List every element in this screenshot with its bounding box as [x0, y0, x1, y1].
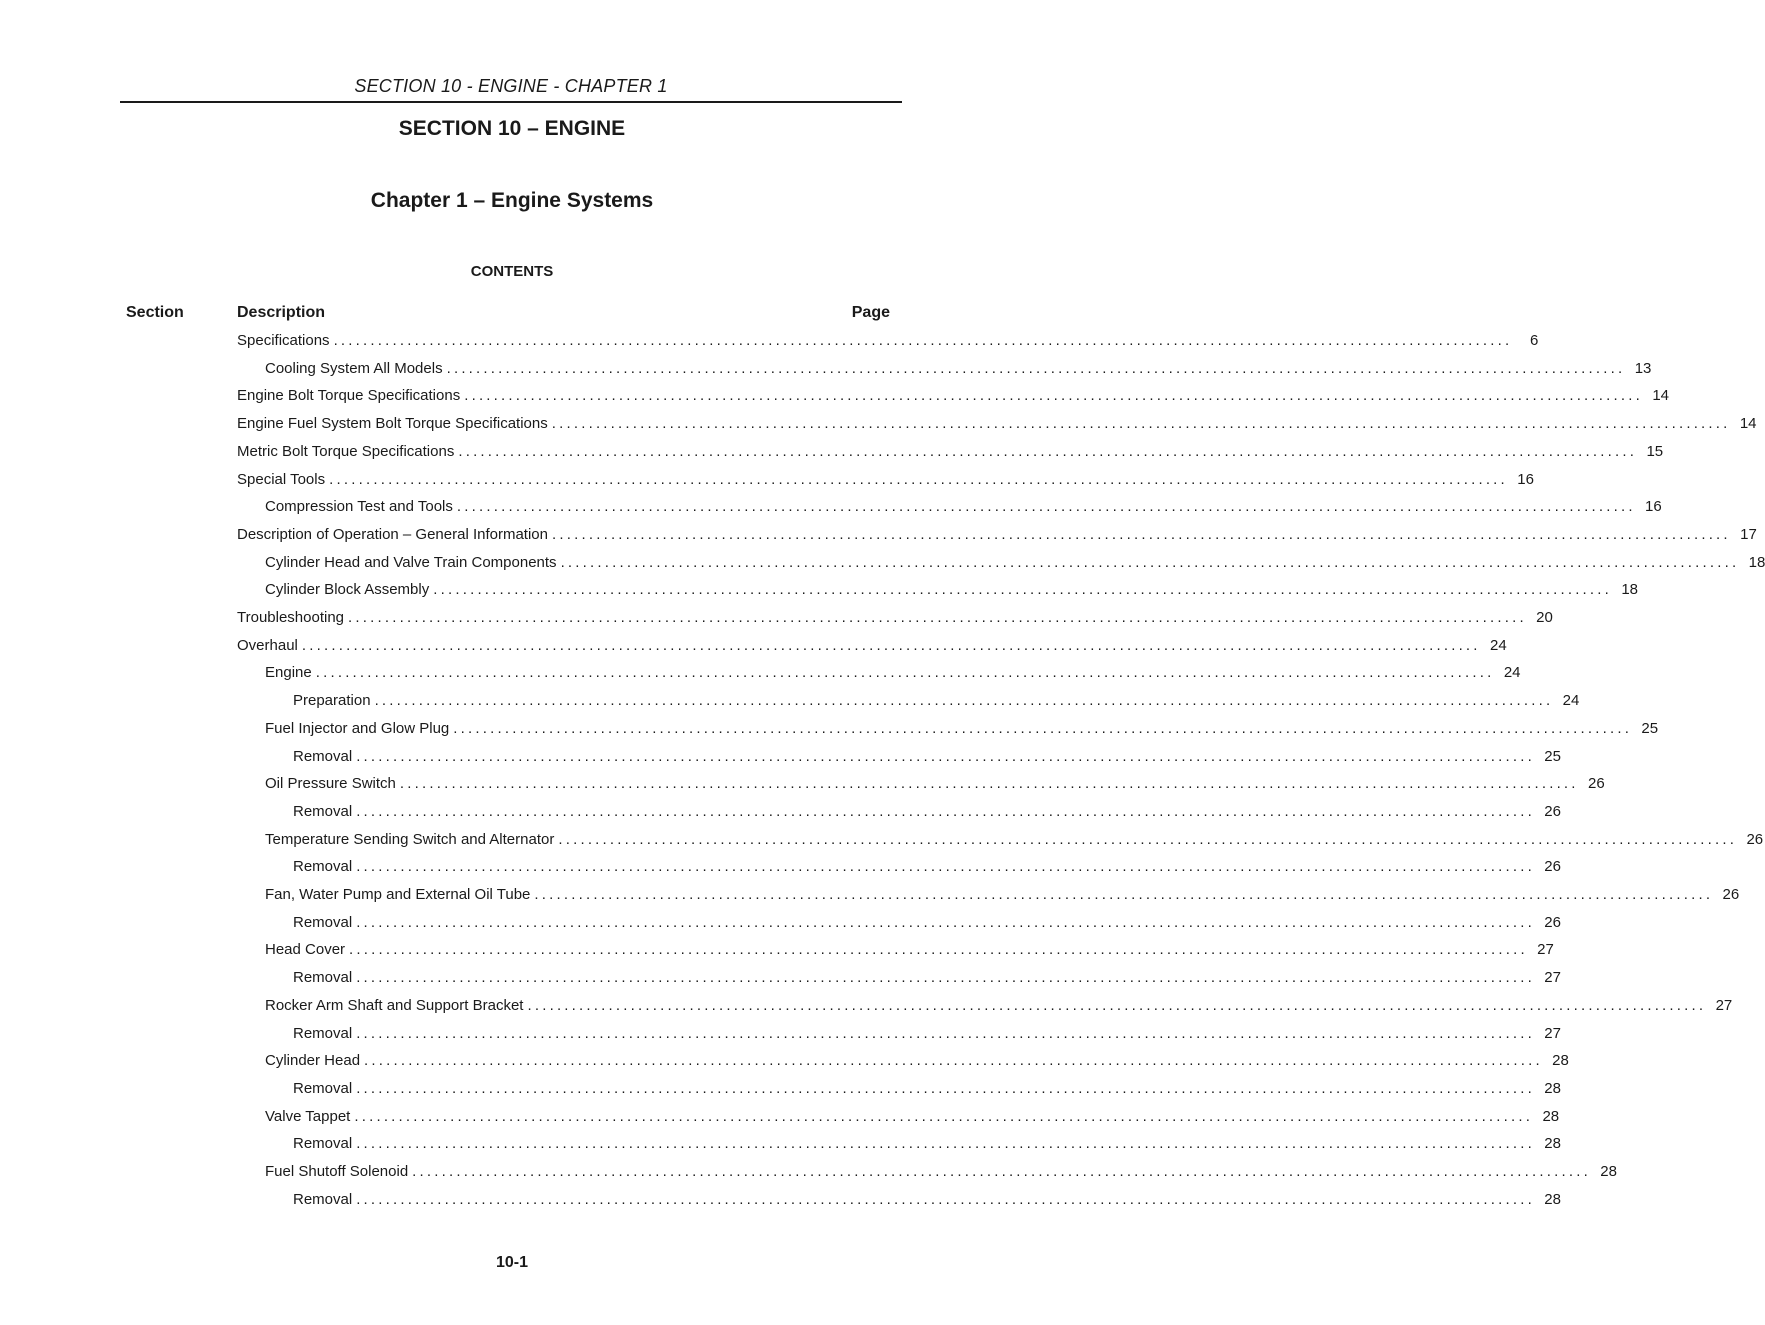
toc-entry-title: Removal: [293, 802, 353, 820]
chapter-title: Chapter 1 – Engine Systems: [370, 189, 654, 212]
toc-entry-title: Compression Test and Tools: [265, 498, 453, 516]
running-header: SECTION 10 - ENGINE - CHAPTER 1: [354, 76, 668, 96]
toc-entry: [265, 885, 1740, 905]
toc-leader-dots: ................................................................................................................................................................: [458, 442, 1638, 460]
toc-leader-dots: ................................................................................................................................................................: [453, 719, 1633, 737]
toc-entry-title: Overhaul: [237, 636, 298, 654]
toc-entry: [265, 663, 1521, 683]
toc-leader-dots: ................................................................................................................................................................: [356, 913, 1535, 931]
toc-entry-title: Metric Bolt Torque Specifications: [237, 442, 455, 460]
toc-entry: [293, 691, 1580, 711]
toc-entry-page: 24: [1503, 664, 1521, 682]
toc-entry: [237, 331, 1539, 351]
toc-entry-title: Special Tools: [237, 470, 326, 488]
toc-leader-dots: ................................................................................................................................................................: [534, 886, 1714, 903]
toc-entry: [293, 1134, 1561, 1154]
toc-entry-page: 16: [1645, 498, 1662, 516]
toc-leader-dots: ................................................................................................................................................................: [301, 636, 1481, 654]
toc-entry-title: Cooling System All Models: [265, 359, 443, 377]
toc-entry-title: Cylinder Head: [265, 1052, 361, 1070]
toc-entry: [237, 525, 1757, 545]
toc-leader-dots: ................................................................................................................................................................: [315, 664, 1495, 682]
toc-leader-dots: ................................................................................................................................................................: [356, 969, 1535, 987]
toc-leader-dots: ................................................................................................................................................................: [356, 1079, 1535, 1097]
column-header-page: Page: [851, 304, 890, 321]
toc-entry-title: Head Cover: [265, 941, 346, 959]
toc-entry: [293, 1079, 1561, 1099]
toc-entry: [293, 1024, 1561, 1044]
toc-entry-page: 28: [1542, 1107, 1560, 1125]
contents-title: CONTENTS: [470, 263, 554, 280]
header-rule: [120, 101, 902, 103]
toc-entry-title: Fuel Shutoff Solenoid: [265, 1163, 409, 1180]
toc-entry: [265, 830, 1764, 850]
toc-entry-page: 25: [1641, 719, 1659, 737]
toc-entry-title: Cylinder Block Assembly: [265, 581, 430, 599]
page-number: 10-1: [495, 1254, 529, 1271]
toc-leader-dots: ................................................................................................................................................................: [399, 775, 1579, 793]
toc-entry-page: 26: [1587, 775, 1605, 793]
toc-entry-page: 14: [1652, 387, 1669, 405]
toc-entry-page: 18: [1748, 553, 1765, 571]
toc-entry: [265, 1051, 1569, 1071]
toc-entry-title: Troubleshooting: [237, 609, 345, 626]
toc-entry: [237, 414, 1757, 434]
toc-entry-page: 28: [1544, 1135, 1561, 1153]
toc-entry: [265, 940, 1554, 960]
toc-leader-dots: ................................................................................................................................................................: [356, 1135, 1535, 1153]
toc-entry-page: 17: [1740, 525, 1757, 543]
section-title: SECTION 10 – ENGINE: [398, 117, 626, 140]
toc-entry-title: Removal: [293, 1190, 353, 1208]
toc-entry-page: 27: [1715, 996, 1733, 1014]
toc-entry: [237, 470, 1534, 490]
toc-leader-dots: ................................................................................................................................................................: [333, 332, 1513, 349]
toc-entry: [265, 774, 1605, 794]
toc-entry: [265, 1107, 1560, 1127]
toc-entry-page: 27: [1537, 941, 1554, 959]
toc-entry-page: 26: [1544, 802, 1561, 820]
toc-leader-dots: ................................................................................................................................................................: [348, 609, 1527, 626]
toc-leader-dots: ................................................................................................................................................................: [527, 996, 1707, 1014]
toc-entry: [293, 968, 1561, 988]
toc-entry-title: Rocker Arm Shaft and Support Bracket: [265, 996, 524, 1014]
toc-entry-page: 18: [1621, 581, 1639, 599]
toc-leader-dots: ................................................................................................................................................................: [412, 1163, 1591, 1180]
toc-entry-title: Description of Operation – General Information: [237, 525, 548, 543]
toc-entry: [265, 359, 1652, 379]
toc-entry-page: 28: [1600, 1163, 1617, 1180]
toc-leader-dots: ................................................................................................................................................................: [356, 747, 1535, 765]
toc-entry: [265, 719, 1659, 739]
toc-leader-dots: ................................................................................................................................................................: [374, 692, 1554, 710]
column-header-section: Section: [126, 304, 184, 321]
toc-entry-title: Oil Pressure Switch: [265, 775, 396, 793]
toc-entry-title: Removal: [293, 858, 353, 876]
toc-leader-dots: ................................................................................................................................................................: [551, 415, 1731, 433]
toc-entry-title: Engine: [265, 664, 312, 682]
toc-leader-dots: ................................................................................................................................................................: [446, 359, 1626, 377]
toc-leader-dots: ................................................................................................................................................................: [433, 581, 1613, 599]
toc-entry-title: Cylinder Head and Valve Train Components: [265, 553, 557, 571]
toc-entry: [237, 442, 1664, 462]
toc-leader-dots: ................................................................................................................................................................: [364, 1052, 1543, 1070]
toc-entry-page: 24: [1489, 636, 1507, 654]
toc-entry-page: 20: [1536, 609, 1553, 626]
toc-entry-page: 28: [1544, 1190, 1561, 1208]
toc-entry-title: Removal: [293, 1079, 353, 1097]
toc-entry-title: Removal: [293, 747, 353, 765]
toc-entry-page: 26: [1722, 886, 1740, 903]
toc-entry-page: 27: [1544, 969, 1561, 987]
toc-entry: [265, 580, 1639, 600]
toc-leader-dots: ................................................................................................................................................................: [456, 498, 1636, 516]
column-header-description: Description: [237, 304, 326, 321]
toc-entry-page: 26: [1746, 830, 1764, 848]
toc-entry-title: Engine Fuel System Bolt Torque Specifications: [237, 415, 548, 433]
toc-leader-dots: ................................................................................................................................................................: [349, 941, 1528, 959]
toc-entry: [237, 636, 1507, 656]
toc-entry: [265, 1162, 1617, 1182]
toc-leader-dots: ................................................................................................................................................................: [329, 470, 1508, 488]
toc-leader-dots: ................................................................................................................................................................: [560, 553, 1740, 571]
toc-entry-title: Valve Tappet: [265, 1107, 351, 1125]
toc-leader-dots: ................................................................................................................................................................: [464, 387, 1643, 405]
toc-entry-title: Engine Bolt Torque Specifications: [237, 387, 461, 405]
toc-entry-page: 27: [1544, 1024, 1561, 1042]
toc-entry-page: 16: [1517, 470, 1534, 488]
toc-entry: [293, 1190, 1561, 1210]
toc-entry: [237, 608, 1553, 628]
toc-entry-page: 26: [1544, 858, 1561, 876]
toc-entry-page: 13: [1634, 359, 1652, 377]
toc-entry-page: 14: [1739, 415, 1757, 433]
toc-entry-page: 26: [1544, 913, 1561, 931]
toc-entry-page: 15: [1646, 442, 1664, 460]
toc-entry: [293, 913, 1561, 933]
toc-entry: [265, 553, 1765, 573]
toc-entry-title: Removal: [293, 1135, 353, 1153]
toc-entry: [293, 747, 1561, 767]
toc-entry-title: Preparation: [293, 692, 371, 710]
toc-entry-title: Specifications: [237, 332, 330, 349]
toc-entry-title: Removal: [293, 1024, 353, 1042]
toc-entry-page: 24: [1562, 692, 1580, 710]
toc-entry-title: Removal: [293, 913, 353, 931]
toc-leader-dots: ................................................................................................................................................................: [356, 858, 1535, 876]
toc-entry: [293, 802, 1561, 822]
toc-entry-page: 28: [1544, 1079, 1561, 1097]
toc-leader-dots: ................................................................................................................................................................: [558, 830, 1738, 848]
toc-leader-dots: ................................................................................................................................................................: [356, 1190, 1535, 1208]
toc-entry-title: Temperature Sending Switch and Alternator: [265, 830, 555, 848]
toc-leader-dots: ................................................................................................................................................................: [356, 802, 1535, 820]
toc-entry: [237, 386, 1669, 406]
toc-leader-dots: ................................................................................................................................................................: [354, 1107, 1534, 1125]
toc-entry: [265, 996, 1733, 1016]
toc-entry-title: Fuel Injector and Glow Plug: [265, 719, 450, 737]
toc-leader-dots: ................................................................................................................................................................: [552, 525, 1731, 543]
toc-entry-page: 25: [1544, 747, 1561, 765]
toc-entry-title: Removal: [293, 969, 353, 987]
toc-entry: [265, 497, 1662, 517]
toc-leader-dots: ................................................................................................................................................................: [356, 1024, 1535, 1042]
toc-entry-page: 28: [1552, 1052, 1569, 1070]
toc-entry-page: 6: [1530, 332, 1539, 349]
toc-entry-title: Fan, Water Pump and External Oil Tube: [265, 886, 531, 903]
toc-entry: [293, 857, 1561, 877]
